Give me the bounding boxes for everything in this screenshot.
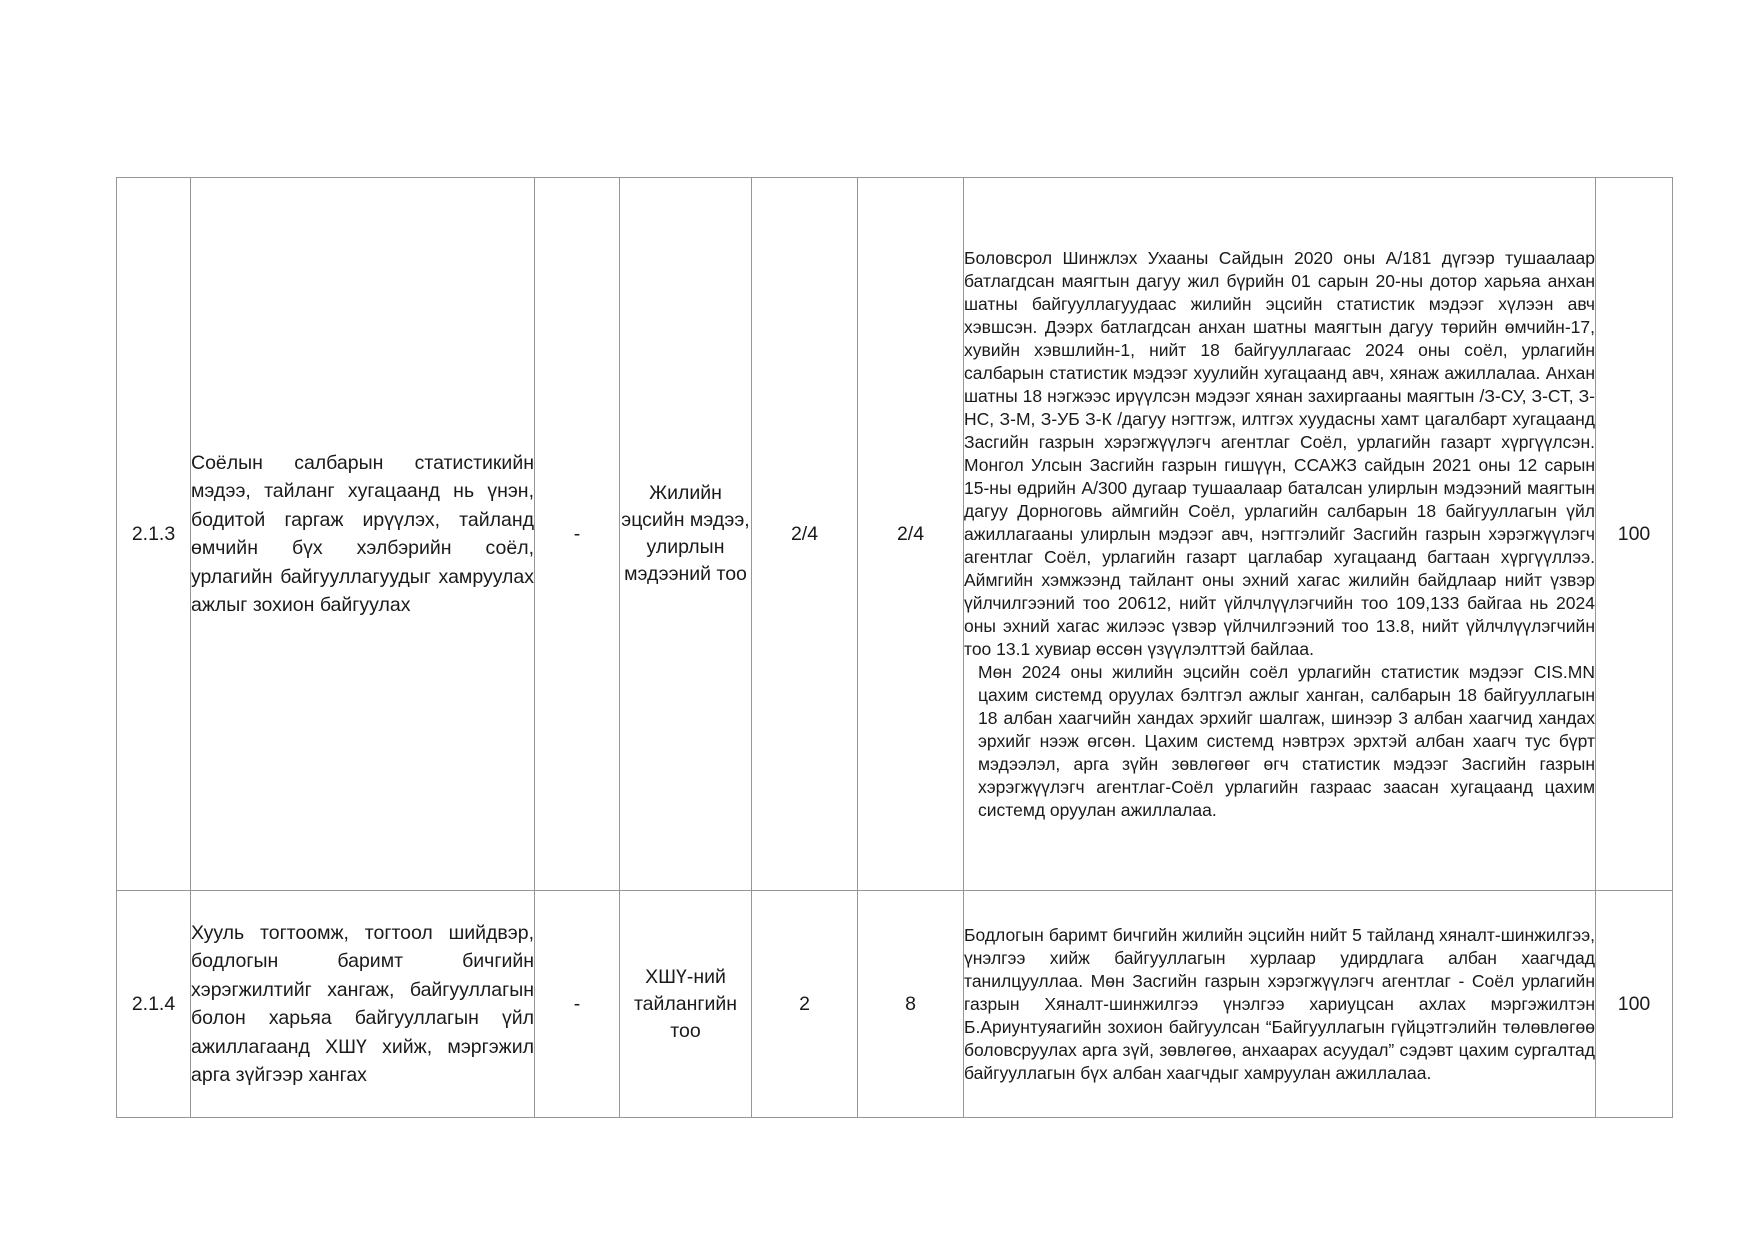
score-cell: 100	[1596, 891, 1673, 1118]
target-value-cell: 2	[752, 891, 858, 1118]
row-number-cell: 2.1.4	[117, 891, 191, 1118]
result-details-cell	[964, 891, 1596, 1118]
score-cell: 100	[1596, 178, 1673, 891]
actual-value-cell: 2/4	[858, 178, 964, 891]
performance-report-table	[116, 177, 1673, 1118]
result-paragraph: Бодлогын баримт бичгийн жилийн эцсийн нийт 5 тайланд хяналт-шинжилгээ, үнэлгээ хийж байгууллагын хурлаар удирдлага албан хаагчдад танилцууллаа. Мөн Засгийн газрын хэрэгжүүлэгч агентлаг - Соёл урлагийн газрын Хяналт-шинжилгээ үнэлгээ хариуцсан ахлах мэргэжилтэн Б.Ариунтуяагийн зохион байгуулсан “Байгууллагын гүйцэтгэлийн төлөвлөгөө боловсруулах арга зүй, зөвлөгөө, анхаарах асуудал” сэдэвт цахим сургалтад байгууллагын бүх албан хаагчдыг хамруулан ажиллалаа.	[964, 924, 1595, 1083]
criteria-cell: -	[535, 178, 620, 891]
actual-value-cell: 8	[858, 891, 964, 1118]
objective-cell	[191, 178, 535, 891]
result-paragraph: Боловсрол Шинжлэх Ухааны Сайдын 2020 оны А/181 дүгээр тушаалаар батлагдсан маягтын дагуу жил бүрийн 01 сарын 20-ны дотор харьяа анхан шатны байгууллагуудаас жилийн эцсийн статистик мэдээг хүлээн авч хэвшсэн. Дээрх батлагдсан анхан шатны маягтын дагуу төрийн өмчийн-17, хувийн хэвшлийн-1, нийт 18 байгууллагаас 2024 оны соёл, урлагийн салбарын статистик мэдээг хуулийн хугацаанд авч, хянаж ажиллалаа. Анхан шатны 18 нэгжээс ирүүлсэн мэдээг хянан захиргааны маягтын /З-СУ, З-СТ, З-НС, З-М, З-УБ З-К /дагуу нэгтгэж, илтгэх хуудасны хамт цагалбарт хугацаанд Засгийн газрын хэрэгжүүлэгч агентлаг Соёл, урлагийн газарт хүргүүлсэн. Монгол Улсын Засгийн газрын гишүүн, ССАЖЗ сайдын 2021 оны 12 сарын 15-ны өдрийн А/300 дугаар тушаалаар баталсан улирлын мэдээний маягтын дагуу Дорноговь аймгийн Соёл, урлагийн салбарын 18 байгууллагын үйл ажиллагааны улирлын мэдээг авч, нэгтгэлийг Засгийн газрын хэрэгжүүлэгч агентлаг Соёл, урлагийн газарт цаглабар хугацаанд багтаан хүргүүллээ. Аймгийн хэмжээнд тайлант оны эхний хагас жилийн байдлаар нийт үзвэр үйлчилгээний тоо 20612, нийт үйлчлүүлэгчийн тоо 109,133 байгаа нь 2024 оны эхний хагас жилээс үзвэр үйлчилгээний тоо 13.8, нийт үйлчлүүлэгчийн тоо 13.1 хувиар өссөн үзүүлэлттэй байлаа.	[964, 247, 1595, 659]
objective-text: Хууль тогтоомж, тогтоол шийдвэр, бодлогын баримт бичгийн хэрэгжилтийг хангаж, байгууллагын болон харьяа байгууллагын үйл ажиллагаанд ХШҮ хийж, мэргэжил арга зүйгээр хангах	[191, 921, 534, 1086]
row-number-cell: 2.1.3	[117, 178, 191, 891]
table-row	[117, 891, 1673, 1118]
result-paragraph: Мөн 2024 оны жилийн эцсийн соёл урлагийн статистик мэдээг CIS.MN цахим системд оруулах бэлтгэл ажлыг ханган, салбарын 18 байгууллагын 18 албан хаагчийн хандах эрхийг шалгаж, шинээр 3 албан хаагчид хандах эрхийг нээж өгсөн. Цахим системд нэвтрэх эрхтэй албан хаагч тус бүрт мэдээлэл, арга зүйн зөвлөгөөг өгч статистик мэдээг Засгийн газрын хэрэгжүүлэгч агентлаг-Соёл урлагийн газраас заасан хугацаанд цахим системд оруулан ажиллалаа.	[978, 661, 1595, 820]
indicator-cell: Жилийн эцсийн мэдээ, улирлын мэдээний тоо	[620, 178, 752, 891]
indicator-cell: ХШҮ-ний тайлангийн тоо	[620, 891, 752, 1118]
result-details-cell	[964, 178, 1596, 891]
criteria-cell: -	[535, 891, 620, 1118]
table-row	[117, 178, 1673, 891]
objective-text: Соёлын салбарын статистикийн мэдээ, тайланг хугацаанд нь үнэн, бодитой гаргаж ирүүлэх, тайланд өмчийн бүх хэлбэрийн соёл, урлагийн байгууллагуудыг хамруулах ажлыг зохион байгуулах	[191, 451, 534, 616]
objective-cell	[191, 891, 535, 1118]
target-value-cell: 2/4	[752, 178, 858, 891]
